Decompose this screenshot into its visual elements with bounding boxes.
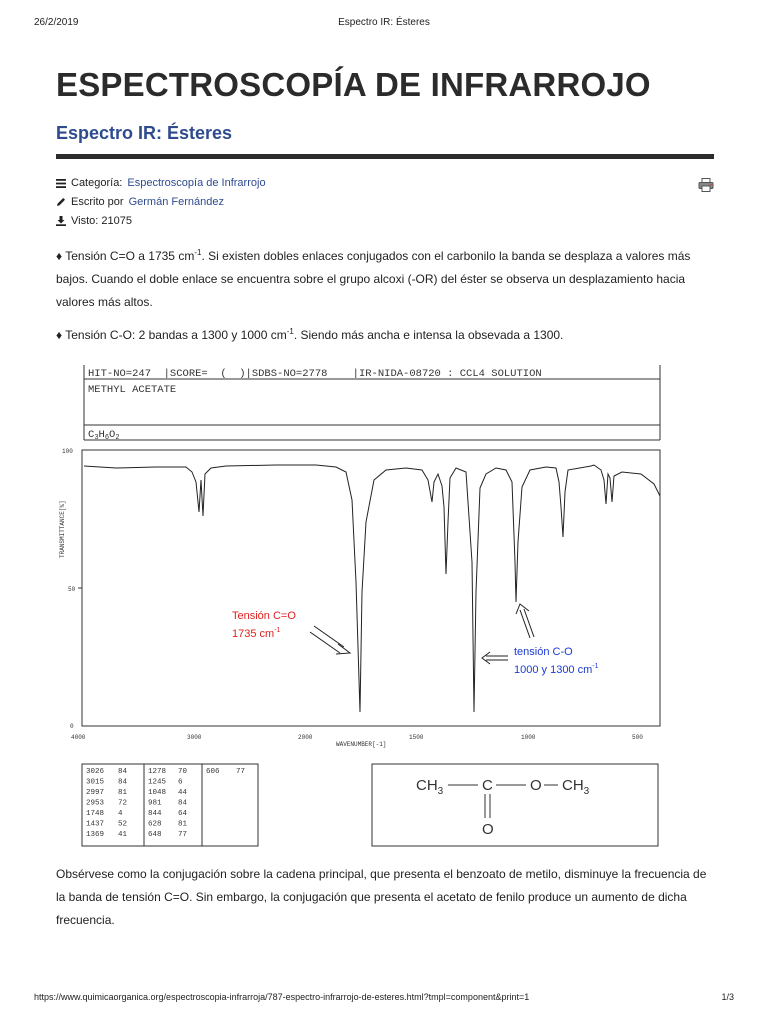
paragraph-co-double-stretch	[56, 245, 716, 314]
pencil-icon	[56, 197, 66, 207]
peak-table-cell: 64	[178, 810, 188, 818]
p1-superscript: -1	[194, 248, 202, 257]
peak-table-cell: 628	[148, 820, 162, 829]
annotation-co-single-value: 1000 y 1300 $cm^{-1}$	[514, 663, 599, 676]
structure-methyl-acetate	[372, 764, 658, 846]
print-date: 26/2/2019	[34, 17, 79, 28]
peak-table-cell: 70	[178, 768, 188, 776]
print-button[interactable]	[698, 178, 714, 192]
y-tick-0: 0	[70, 723, 74, 730]
p2-text-b: . Siendo más ancha e intensa la obsevada a 1300.	[293, 328, 564, 342]
ch3-left: $CH_3$	[416, 777, 444, 797]
peak-table-cell: 81	[118, 789, 128, 797]
peak-table-cell: 81	[178, 820, 188, 829]
x-tick-1000: 1000	[521, 734, 536, 741]
x-tick-4000: 4000	[71, 734, 86, 741]
peak-table-cell: 3026	[86, 768, 105, 776]
ir-spectrum-image	[56, 362, 666, 852]
compound-name: METHYL ACETATE	[88, 384, 177, 396]
peak-table	[82, 764, 258, 846]
peak-table-cell: 606	[206, 768, 220, 776]
peak-table-cell: 44	[178, 789, 188, 797]
peak-table-cell: 2997	[86, 789, 105, 797]
paragraph-conjugation: Obsérvese como la conjugación sobre la cadena principal, que presenta el benzoato de metilo, disminuye la frecuencia de la banda de tensión C=O. Sin embargo, la conjugación que presenta el acetato de fenilo produce un aumento de dicha frecuencia.	[56, 867, 707, 927]
category-label: Categoría:	[71, 177, 123, 189]
list-icon	[56, 179, 66, 188]
print-header	[34, 17, 734, 31]
peak-table-cell: 2953	[86, 799, 105, 808]
download-icon	[56, 216, 66, 226]
annotation-co-single-title: tensión C-O	[514, 646, 573, 658]
peak-table-cell: 844	[148, 810, 162, 818]
author-label: Escrito por	[71, 196, 124, 208]
p1-text-b: . Si existen dobles enlaces conjugados con el carbonilo la banda se desplaza a valores más bajos. Cuando el doble enlace se encuentra sobre el grupo alcoxi (-OR) del éster se observa un desplazamiento hacia valores más altos.	[56, 249, 691, 309]
peak-table-cell: 84	[178, 799, 188, 808]
peak-table-cell: 77	[178, 831, 188, 839]
site-title: ESPECTROSCOPÍA DE INFRARROJO	[56, 66, 651, 103]
annotation-arrows	[310, 604, 534, 664]
peak-table-cell: 84	[118, 768, 128, 776]
print-document-title: Espectro IR: Ésteres	[338, 17, 430, 28]
peak-table-cell: 77	[236, 768, 246, 776]
meta-author	[56, 196, 224, 208]
plot-frame	[82, 450, 660, 726]
meta-hits	[56, 215, 132, 227]
x-tick-2000: 2000	[298, 734, 313, 741]
y-tick-100: 100	[62, 448, 73, 455]
hits-count: Visto: 21075	[71, 215, 132, 227]
p1-text-a: ♦ Tensión C=O a 1735 cm	[56, 249, 195, 263]
carbonyl-carbon: C	[482, 777, 493, 794]
y-tick-50: 50	[68, 586, 76, 593]
ester-oxygen: O	[530, 777, 542, 794]
paragraph-co-single-stretch	[56, 324, 716, 347]
peak-table-cell: 981	[148, 799, 162, 808]
annotation-co-double-value: 1735 $cm^{-1}$	[232, 627, 281, 640]
p2-superscript: -1	[286, 327, 294, 336]
peak-table-cell: 4	[118, 810, 123, 818]
peak-table-cell: 1048	[148, 789, 167, 797]
spectrum-header-line: HIT-NO=247 |SCORE= ( )|SDBS-NO=2778 |IR-NIDA-08720 : CCL4 SOLUTION	[88, 368, 542, 380]
article-title[interactable]: Espectro IR: Ésteres	[56, 123, 233, 143]
molecular-formula: C3H6O2	[88, 429, 120, 442]
footer-page-number: 1/3	[721, 992, 734, 1002]
peak-table-cell: 1437	[86, 820, 105, 829]
peak-table-cell: 72	[118, 799, 128, 808]
y-axis-label: TRANSMITTANCE[%]	[59, 500, 66, 558]
title-divider	[56, 154, 714, 159]
peak-table-cell: 648	[148, 831, 162, 839]
category-link[interactable]: Espectroscopía de Infrarrojo	[127, 177, 266, 189]
peak-table-cell: 1748	[86, 810, 105, 818]
annotation-co-double-title: Tensión C=O	[232, 610, 296, 622]
x-tick-500: 500	[632, 734, 643, 741]
peak-table-cell: 6	[178, 778, 183, 787]
author-link[interactable]: Germán Fernández	[128, 196, 224, 208]
footer-url: https://www.quimicaorganica.org/espectroscopia-infrarroja/787-espectro-infrarrojo-de-esteres.html?tmpl=component&print=1	[34, 992, 530, 1002]
p2-text-a: ♦ Tensión C-O: 2 bandas a 1300 y 1000 cm	[56, 328, 287, 342]
x-tick-1500: 1500	[409, 734, 424, 741]
peak-table-cell: 52	[118, 820, 128, 829]
ch3-right: $CH_3$	[562, 777, 590, 797]
peak-table-cell: 41	[118, 831, 128, 839]
carbonyl-oxygen: O	[482, 821, 494, 838]
x-axis-label: WAVENUMBER[-1]	[336, 741, 387, 748]
printer-icon	[698, 178, 714, 192]
peak-table-cell: 1369	[86, 831, 105, 839]
peak-table-cell: 1278	[148, 768, 167, 776]
x-tick-3000: 3000	[187, 734, 202, 741]
peak-table-cell: 84	[118, 778, 128, 787]
transmittance-trace-tail	[594, 465, 660, 504]
peak-table-cell: 3015	[86, 778, 105, 787]
meta-category	[56, 177, 266, 189]
peak-table-cell: 1245	[148, 778, 167, 787]
